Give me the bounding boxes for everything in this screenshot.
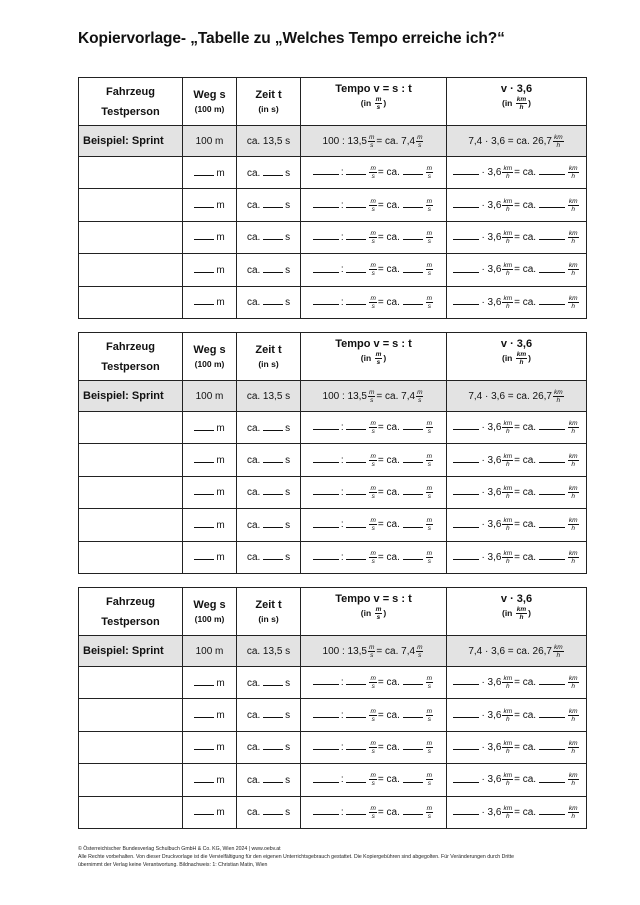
example-conversion: 7,4 · 3,6 = ca. 26,7 $\frac{km}{h}$ <box>447 636 587 667</box>
header-time-title: Zeit t <box>255 598 282 611</box>
copyright-footer <box>78 845 588 869</box>
tempo-table-3 <box>78 587 587 829</box>
header-vehicle-line1: Fahrzeug <box>106 596 155 608</box>
header-vehicle-line1: Fahrzeug <box>106 86 155 98</box>
time-input-cell[interactable]: ca. s <box>237 157 301 189</box>
conversion-input-cell[interactable]: · 3,6 $\frac{km}{h}$ = ca. $\frac{km}{h}$ <box>447 412 587 444</box>
header-speed-title: Tempo v = s : t <box>335 338 412 350</box>
page-title: Kopiervorlage- „Tabelle zu „Welches Tempo erreiche ich?“ <box>78 30 505 47</box>
table-row <box>79 221 587 253</box>
example-row <box>79 126 587 157</box>
time-input-cell[interactable]: ca. s <box>237 221 301 253</box>
speed-input-cell[interactable]: : $\frac{m}{s}$ = ca. $\frac{m}{s}$ <box>301 221 447 253</box>
vehicle-input-cell[interactable] <box>79 699 183 731</box>
distance-input-cell[interactable]: m <box>183 412 237 444</box>
distance-input-cell[interactable]: m <box>183 699 237 731</box>
vehicle-input-cell[interactable] <box>79 254 183 286</box>
table-row <box>79 412 587 444</box>
time-input-cell[interactable]: ca. s <box>237 476 301 508</box>
header-distance-unit: (100 m) <box>194 358 225 369</box>
time-input-cell[interactable]: ca. s <box>237 189 301 221</box>
header-distance <box>183 588 237 636</box>
example-distance: 100 m <box>183 381 237 412</box>
header-speed-title: Tempo v = s : t <box>335 593 412 605</box>
header-distance-title: Weg s <box>193 88 226 101</box>
speed-input-cell[interactable]: : $\frac{m}{s}$ = ca. $\frac{m}{s}$ <box>301 731 447 763</box>
example-speed: 100 : 13,5 $\frac{m}{s}$ = ca. 7,4 $\frac{m}{s}$ <box>301 381 447 412</box>
footer-line-1: © Österreichischer Bundesverlag Schulbuch GmbH & Co. KG, Wien 2024 | www.oebv.at <box>78 846 281 852</box>
header-speed-unit: (in $\frac{m}{s}$ ) <box>360 96 387 112</box>
vehicle-input-cell[interactable] <box>79 667 183 699</box>
example-time: ca. 13,5 s <box>237 381 301 412</box>
header-speed <box>301 333 447 381</box>
header-conversion <box>447 78 587 126</box>
distance-input-cell[interactable]: m <box>183 731 237 763</box>
table-row <box>79 699 587 731</box>
header-speed-unit: (in $\frac{m}{s}$ ) <box>360 606 387 622</box>
header-distance-title: Weg s <box>193 598 226 611</box>
example-conversion: 7,4 · 3,6 = ca. 26,7 $\frac{km}{h}$ <box>447 126 587 157</box>
header-vehicle-line1: Fahrzeug <box>106 341 155 353</box>
time-input-cell[interactable]: ca. s <box>237 509 301 541</box>
header-vehicle <box>79 588 183 636</box>
vehicle-input-cell[interactable] <box>79 412 183 444</box>
time-input-cell[interactable]: ca. s <box>237 254 301 286</box>
distance-input-cell[interactable]: m <box>183 796 237 828</box>
vehicle-input-cell[interactable] <box>79 731 183 763</box>
speed-input-cell[interactable]: : $\frac{m}{s}$ = ca. $\frac{m}{s}$ <box>301 541 447 573</box>
distance-input-cell[interactable]: m <box>183 157 237 189</box>
conversion-input-cell[interactable]: · 3,6 $\frac{km}{h}$ = ca. $\frac{km}{h}$ <box>447 509 587 541</box>
time-input-cell[interactable]: ca. s <box>237 764 301 796</box>
distance-input-cell[interactable]: m <box>183 286 237 318</box>
distance-input-cell[interactable]: m <box>183 509 237 541</box>
header-distance-title: Weg s <box>193 343 226 356</box>
footer-line-2: Alle Rechte vorbehalten. Von dieser Druckvorlage ist die Vervielfältigung für den eigenen Unterrichtsgebrauch gestattet. Die Kopiergebühren sind abgegolten. Für Veränderungen durch Dritte <box>78 854 515 860</box>
conversion-input-cell[interactable]: · 3,6 $\frac{km}{h}$ = ca. $\frac{km}{h}$ <box>447 541 587 573</box>
vehicle-input-cell[interactable] <box>79 764 183 796</box>
distance-input-cell[interactable]: m <box>183 221 237 253</box>
example-label: Beispiel: Sprint <box>79 636 183 667</box>
speed-input-cell[interactable]: : $\frac{m}{s}$ = ca. $\frac{m}{s}$ <box>301 157 447 189</box>
example-speed: 100 : 13,5 $\frac{m}{s}$ = ca. 7,4 $\frac{m}{s}$ <box>301 636 447 667</box>
header-time-title: Zeit t <box>255 343 282 356</box>
time-input-cell[interactable]: ca. s <box>237 412 301 444</box>
header-vehicle-line2: Testperson <box>101 616 160 628</box>
header-distance <box>183 333 237 381</box>
example-label: Beispiel: Sprint <box>79 126 183 157</box>
example-speed: 100 : 13,5 $\frac{m}{s}$ = ca. 7,4 $\frac{m}{s}$ <box>301 126 447 157</box>
conversion-input-cell[interactable]: · 3,6 $\frac{km}{h}$ = ca. $\frac{km}{h}$ <box>447 731 587 763</box>
header-time <box>237 78 301 126</box>
distance-input-cell[interactable]: m <box>183 189 237 221</box>
header-time-unit: (in s) <box>258 613 279 624</box>
conversion-input-cell[interactable]: · 3,6 $\frac{km}{h}$ = ca. $\frac{km}{h}$ <box>447 764 587 796</box>
header-time <box>237 333 301 381</box>
table-row <box>79 796 587 828</box>
header-conversion-unit: (in $\frac{km}{h}$ ) <box>501 96 531 112</box>
header-vehicle-line2: Testperson <box>101 361 160 373</box>
speed-input-cell[interactable]: : $\frac{m}{s}$ = ca. $\frac{m}{s}$ <box>301 476 447 508</box>
table-row <box>79 254 587 286</box>
table-row <box>79 509 587 541</box>
conversion-input-cell[interactable]: · 3,6 $\frac{km}{h}$ = ca. $\frac{km}{h}$ <box>447 444 587 476</box>
table-header-row <box>79 588 587 636</box>
header-distance-unit: (100 m) <box>194 613 225 624</box>
speed-input-cell[interactable]: : $\frac{m}{s}$ = ca. $\frac{m}{s}$ <box>301 189 447 221</box>
header-speed <box>301 78 447 126</box>
header-time-unit: (in s) <box>258 358 279 369</box>
distance-input-cell[interactable]: m <box>183 444 237 476</box>
example-label: Beispiel: Sprint <box>79 381 183 412</box>
header-distance <box>183 78 237 126</box>
speed-input-cell[interactable]: : $\frac{m}{s}$ = ca. $\frac{m}{s}$ <box>301 699 447 731</box>
table-row <box>79 157 587 189</box>
table-row <box>79 189 587 221</box>
conversion-input-cell[interactable]: · 3,6 $\frac{km}{h}$ = ca. $\frac{km}{h}$ <box>447 286 587 318</box>
table-row <box>79 764 587 796</box>
table-row <box>79 444 587 476</box>
header-time-title: Zeit t <box>255 88 282 101</box>
header-distance-unit: (100 m) <box>194 103 225 114</box>
table-row <box>79 667 587 699</box>
speed-input-cell[interactable]: : $\frac{m}{s}$ = ca. $\frac{m}{s}$ <box>301 796 447 828</box>
conversion-input-cell[interactable]: · 3,6 $\frac{km}{h}$ = ca. $\frac{km}{h}$ <box>447 254 587 286</box>
example-time: ca. 13,5 s <box>237 636 301 667</box>
header-conversion-unit: (in $\frac{km}{h}$ ) <box>501 606 531 622</box>
vehicle-input-cell[interactable] <box>79 476 183 508</box>
time-input-cell[interactable]: ca. s <box>237 667 301 699</box>
distance-input-cell[interactable]: m <box>183 254 237 286</box>
conversion-input-cell[interactable]: · 3,6 $\frac{km}{h}$ = ca. $\frac{km}{h}$ <box>447 667 587 699</box>
table-header-row <box>79 78 587 126</box>
time-input-cell[interactable]: ca. s <box>237 541 301 573</box>
header-conversion <box>447 588 587 636</box>
header-vehicle <box>79 78 183 126</box>
header-speed-unit: (in $\frac{m}{s}$ ) <box>360 351 387 367</box>
time-input-cell[interactable]: ca. s <box>237 731 301 763</box>
header-vehicle-line2: Testperson <box>101 106 160 118</box>
header-conversion-unit: (in $\frac{km}{h}$ ) <box>501 351 531 367</box>
speed-input-cell[interactable]: : $\frac{m}{s}$ = ca. $\frac{m}{s}$ <box>301 764 447 796</box>
example-distance: 100 m <box>183 126 237 157</box>
header-time <box>237 588 301 636</box>
vehicle-input-cell[interactable] <box>79 189 183 221</box>
vehicle-input-cell[interactable] <box>79 221 183 253</box>
vehicle-input-cell[interactable] <box>79 444 183 476</box>
conversion-input-cell[interactable]: · 3,6 $\frac{km}{h}$ = ca. $\frac{km}{h}$ <box>447 189 587 221</box>
vehicle-input-cell[interactable] <box>79 541 183 573</box>
conversion-input-cell[interactable]: · 3,6 $\frac{km}{h}$ = ca. $\frac{km}{h}$ <box>447 796 587 828</box>
time-input-cell[interactable]: ca. s <box>237 444 301 476</box>
vehicle-input-cell[interactable] <box>79 286 183 318</box>
speed-input-cell[interactable]: : $\frac{m}{s}$ = ca. $\frac{m}{s}$ <box>301 667 447 699</box>
example-distance: 100 m <box>183 636 237 667</box>
table-row <box>79 286 587 318</box>
tempo-table-1 <box>78 77 587 319</box>
table-row <box>79 731 587 763</box>
header-time-unit: (in s) <box>258 103 279 114</box>
distance-input-cell[interactable]: m <box>183 476 237 508</box>
vehicle-input-cell[interactable] <box>79 157 183 189</box>
speed-input-cell[interactable]: : $\frac{m}{s}$ = ca. $\frac{m}{s}$ <box>301 286 447 318</box>
speed-input-cell[interactable]: : $\frac{m}{s}$ = ca. $\frac{m}{s}$ <box>301 412 447 444</box>
header-speed <box>301 588 447 636</box>
conversion-input-cell[interactable]: · 3,6 $\frac{km}{h}$ = ca. $\frac{km}{h}$ <box>447 157 587 189</box>
conversion-input-cell[interactable]: · 3,6 $\frac{km}{h}$ = ca. $\frac{km}{h}$ <box>447 476 587 508</box>
time-input-cell[interactable]: ca. s <box>237 796 301 828</box>
header-conversion-title: v · 3,6 <box>500 338 533 350</box>
example-row <box>79 636 587 667</box>
example-row <box>79 381 587 412</box>
distance-input-cell[interactable]: m <box>183 541 237 573</box>
example-time: ca. 13,5 s <box>237 126 301 157</box>
conversion-input-cell[interactable]: · 3,6 $\frac{km}{h}$ = ca. $\frac{km}{h}$ <box>447 221 587 253</box>
vehicle-input-cell[interactable] <box>79 509 183 541</box>
distance-input-cell[interactable]: m <box>183 764 237 796</box>
speed-input-cell[interactable]: : $\frac{m}{s}$ = ca. $\frac{m}{s}$ <box>301 254 447 286</box>
speed-input-cell[interactable]: : $\frac{m}{s}$ = ca. $\frac{m}{s}$ <box>301 444 447 476</box>
tempo-table-2 <box>78 332 587 574</box>
table-row <box>79 476 587 508</box>
time-input-cell[interactable]: ca. s <box>237 699 301 731</box>
header-vehicle <box>79 333 183 381</box>
header-conversion-title: v · 3,6 <box>500 593 533 605</box>
table-header-row <box>79 333 587 381</box>
time-input-cell[interactable]: ca. s <box>237 286 301 318</box>
vehicle-input-cell[interactable] <box>79 796 183 828</box>
distance-input-cell[interactable]: m <box>183 667 237 699</box>
table-row <box>79 541 587 573</box>
header-conversion-title: v · 3,6 <box>500 83 533 95</box>
example-conversion: 7,4 · 3,6 = ca. 26,7 $\frac{km}{h}$ <box>447 381 587 412</box>
conversion-input-cell[interactable]: · 3,6 $\frac{km}{h}$ = ca. $\frac{km}{h}$ <box>447 699 587 731</box>
footer-line-3: übernimmt der Verlag keine Verantwortung. Bildnachweis: 1: Christian Matin, Wien <box>78 862 268 868</box>
header-conversion <box>447 333 587 381</box>
speed-input-cell[interactable]: : $\frac{m}{s}$ = ca. $\frac{m}{s}$ <box>301 509 447 541</box>
header-speed-title: Tempo v = s : t <box>335 83 412 95</box>
